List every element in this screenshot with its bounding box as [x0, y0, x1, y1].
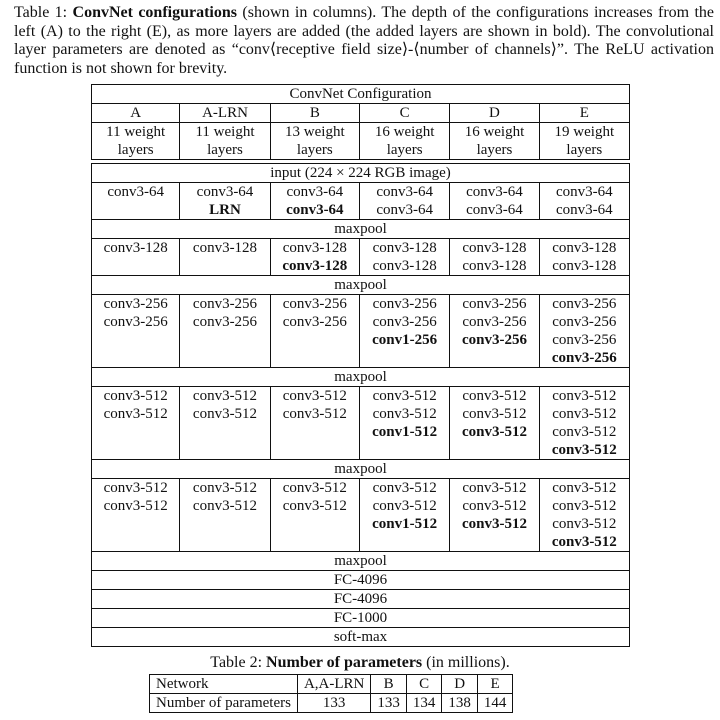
layer-line: conv3-64: [196, 184, 254, 200]
layer-line: conv3-256: [282, 314, 347, 330]
conv-block-cell: [540, 295, 630, 368]
layer-line: conv3-256: [282, 296, 347, 312]
parameters-header-cell: B: [371, 675, 407, 694]
column-name: A: [91, 104, 180, 123]
layer-line: conv3-256: [461, 332, 527, 348]
parameters-header-row: [150, 675, 513, 694]
layer-line: conv3-512: [372, 388, 437, 404]
caption-prefix: Table 1:: [14, 4, 73, 21]
tail-row: [91, 590, 630, 609]
conv-block-cell: [180, 183, 270, 220]
column-description: [271, 123, 360, 160]
conv-block-row: [91, 239, 630, 276]
layer-line: conv3-64: [555, 184, 613, 200]
layer-line: conv3-512: [552, 424, 617, 440]
layer-line: conv3-256: [551, 350, 617, 366]
conv-block-cell: [540, 239, 630, 276]
layer-line: conv3-64: [286, 184, 344, 200]
layer-line: conv3-256: [462, 296, 527, 312]
parameters-value-row: [150, 694, 513, 713]
conv-block-cell: [450, 479, 539, 552]
tail-layer: FC-4096: [91, 571, 630, 590]
layer-line: conv3-64: [376, 184, 433, 200]
conv-block-cell: [450, 239, 539, 276]
tail-row: [91, 552, 630, 571]
parameters-header-cell: D: [442, 675, 478, 694]
tail-layer: FC-1000: [91, 609, 630, 628]
layer-line: conv3-128: [103, 240, 168, 256]
layer-line: 11 weight: [106, 124, 166, 140]
parameters-header-cell: C: [406, 675, 442, 694]
caption2-text: (in millions).: [422, 654, 510, 671]
conv-block-cell: [271, 239, 360, 276]
tail-layer: maxpool: [91, 552, 630, 571]
layer-line: conv3-512: [461, 424, 527, 440]
layer-line: layers: [566, 142, 603, 158]
layer-line: conv3-512: [462, 406, 527, 422]
layer-line: conv3-256: [192, 314, 258, 330]
column-name: E: [540, 104, 630, 123]
conv-block-cell: [271, 479, 360, 552]
conv-block-row: [91, 295, 630, 368]
layer-line: conv3-128: [372, 258, 437, 274]
layer-line: conv3-512: [461, 516, 527, 532]
conv-block-cell: [91, 295, 180, 368]
parameters-value-cell: 144: [477, 694, 513, 713]
layer-line: layers: [207, 142, 243, 158]
maxpool-layer: maxpool: [91, 220, 630, 239]
layer-line: conv3-128: [552, 258, 617, 274]
layer-line: conv3-512: [552, 406, 617, 422]
input-row: [91, 163, 630, 183]
layer-line: conv3-128: [462, 258, 527, 274]
layer-line: layers: [296, 142, 333, 158]
layer-line: layers: [117, 142, 154, 158]
column-description: [360, 123, 450, 160]
caption-text: (shown in columns). The depth of the configurations increases from the left (A) to the right (E), as more layers are added (the added layers are shown in bold). The convolutional layer parameters are denoted as “conv⟨receptive field size⟩-⟨number of channels⟩”. The ReLU activation function is not shown for brevity.: [14, 4, 715, 77]
tail-row: [91, 628, 630, 647]
column-name: C: [360, 104, 450, 123]
conv-block-cell: [180, 387, 270, 460]
layer-line: conv3-512: [103, 388, 168, 404]
maxpool-row: [91, 460, 630, 479]
layer-line: conv3-512: [372, 498, 437, 514]
layer-line: conv3-512: [192, 406, 258, 422]
column-name-row: [91, 104, 630, 123]
layer-line: conv3-512: [282, 388, 347, 404]
conv-block-cell: [360, 183, 450, 220]
layer-line: conv3-512: [282, 498, 347, 514]
layer-line: 19 weight: [554, 124, 615, 140]
layer-line: conv3-512: [103, 498, 168, 514]
maxpool-row: [91, 220, 630, 239]
tail-layer: soft-max: [91, 628, 630, 647]
layer-line: conv3-128: [552, 240, 617, 256]
conv-block-cell: [540, 183, 630, 220]
layer-line: conv3-512: [192, 498, 258, 514]
maxpool-layer: maxpool: [91, 460, 630, 479]
conv-block-cell: [91, 479, 180, 552]
layer-line: conv3-64: [466, 184, 523, 200]
conv-block-cell: [360, 479, 450, 552]
column-name: B: [271, 104, 360, 123]
caption2-bold-title: Number of parameters: [266, 654, 423, 671]
layer-line: conv3-128: [282, 258, 348, 274]
layer-line: conv3-128: [192, 240, 258, 256]
table2-caption: [0, 654, 720, 672]
column-description: [91, 123, 180, 160]
layer-line: conv3-64: [107, 184, 164, 200]
parameters-value-cell: 133: [371, 694, 407, 713]
layer-line: conv3-256: [192, 296, 258, 312]
layer-line: conv3-512: [372, 480, 437, 496]
layer-line: 16 weight: [464, 124, 525, 140]
layer-line: conv3-512: [103, 406, 168, 422]
tail-layer: FC-4096: [91, 590, 630, 609]
parameters-table: [149, 674, 513, 713]
maxpool-layer: maxpool: [91, 276, 630, 295]
layer-line: conv3-512: [282, 480, 347, 496]
conv-block-cell: [180, 239, 270, 276]
caption2-prefix: Table 2:: [210, 654, 267, 671]
layer-line: conv3-128: [282, 240, 347, 256]
conv-block-row: [91, 387, 630, 460]
layer-line: conv3-512: [551, 442, 617, 458]
layer-line: conv3-512: [462, 498, 527, 514]
conv-block-cell: [450, 387, 539, 460]
parameters-value-cell: 138: [442, 694, 478, 713]
layer-line: conv3-256: [372, 296, 437, 312]
column-description: [180, 123, 270, 160]
parameters-header-cell: E: [477, 675, 513, 694]
conv-block-cell: [180, 479, 270, 552]
maxpool-layer: maxpool: [91, 368, 630, 387]
parameters-header-cell: A,A-LRN: [297, 675, 370, 694]
conv-block-cell: [271, 295, 360, 368]
parameters-value-cell: Number of parameters: [150, 694, 298, 713]
input-layer: input (224 × 224 RGB image): [91, 163, 630, 183]
conv-block-cell: [91, 183, 180, 220]
layer-line: conv3-512: [282, 406, 347, 422]
maxpool-row: [91, 276, 630, 295]
conv-block-cell: [91, 239, 180, 276]
tail-row: [91, 571, 630, 590]
layer-line: conv1-512: [372, 424, 438, 440]
conv-block-cell: [540, 387, 630, 460]
caption-bold-title: ConvNet configurations: [72, 4, 238, 21]
layer-line: conv3-128: [372, 240, 437, 256]
column-description: [540, 123, 630, 160]
conv-block-cell: [271, 387, 360, 460]
layer-line: conv3-512: [372, 406, 437, 422]
layer-line: conv3-64: [286, 202, 344, 218]
table1-caption: [14, 4, 714, 78]
layer-line: conv3-512: [551, 534, 617, 550]
layer-line: conv3-256: [552, 314, 617, 330]
layer-line: conv3-256: [552, 296, 617, 312]
layer-line: 11 weight: [195, 124, 255, 140]
tail-row: [91, 609, 630, 628]
layer-line: conv1-512: [372, 516, 438, 532]
layer-line: conv1-256: [372, 332, 438, 348]
layer-line: conv3-256: [552, 332, 617, 348]
column-name: D: [450, 104, 539, 123]
conv-block-cell: [360, 387, 450, 460]
conv-block-row: [91, 479, 630, 552]
layer-line: conv3-512: [462, 388, 527, 404]
layer-line: 13 weight: [285, 124, 345, 140]
conv-block-cell: [360, 295, 450, 368]
layer-line: conv3-512: [192, 480, 258, 496]
layer-line: conv3-256: [103, 314, 168, 330]
configuration-title: ConvNet Configuration: [91, 84, 630, 104]
conv-block-cell: [540, 479, 630, 552]
column-description: [450, 123, 539, 160]
layer-line: layers: [386, 142, 423, 158]
layer-line: conv3-512: [552, 388, 617, 404]
layer-line: conv3-256: [372, 314, 437, 330]
conv-block-cell: [180, 295, 270, 368]
layer-line: conv3-256: [462, 314, 527, 330]
layer-line: conv3-64: [466, 202, 523, 218]
layer-line: LRN: [209, 202, 241, 218]
conv-block-cell: [271, 183, 360, 220]
header-title-row: [91, 84, 630, 104]
convnet-configuration-table: [91, 84, 630, 647]
column-desc-row: [91, 123, 630, 160]
layer-line: conv3-512: [552, 516, 617, 532]
layer-line: conv3-512: [552, 480, 617, 496]
parameters-header-cell: Network: [150, 675, 298, 694]
parameters-value-cell: 133: [297, 694, 370, 713]
layer-line: layers: [476, 142, 513, 158]
conv-block-cell: [450, 183, 539, 220]
layer-line: conv3-512: [192, 388, 258, 404]
layer-line: 16 weight: [374, 124, 435, 140]
layer-line: conv3-512: [462, 480, 527, 496]
column-name: A-LRN: [180, 104, 270, 123]
layer-line: conv3-512: [103, 480, 168, 496]
conv-block-cell: [450, 295, 539, 368]
conv-block-cell: [360, 239, 450, 276]
layer-line: conv3-64: [376, 202, 433, 218]
conv-block-cell: [91, 387, 180, 460]
layer-line: conv3-512: [552, 498, 617, 514]
layer-line: conv3-256: [103, 296, 168, 312]
layer-line: conv3-64: [555, 202, 613, 218]
parameters-value-cell: 134: [406, 694, 442, 713]
conv-block-row: [91, 183, 630, 220]
maxpool-row: [91, 368, 630, 387]
layer-line: conv3-128: [462, 240, 527, 256]
